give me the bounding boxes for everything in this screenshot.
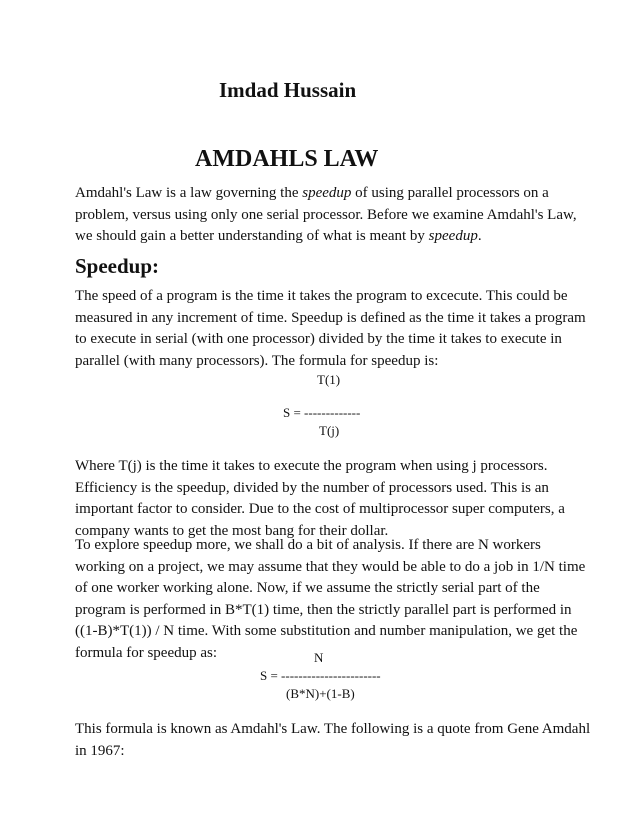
speedup-paragraph <box>75 286 586 372</box>
formula-1-numerator: T(1) <box>317 372 341 387</box>
intro-line-1 <box>75 183 570 205</box>
formula-2-numerator: N <box>314 650 324 665</box>
emphasis-speedup: speedup <box>428 228 478 244</box>
paragraph-line: in 1967: <box>75 742 125 759</box>
author-name: Imdad Hussain <box>219 78 357 102</box>
paragraph-line: ((1-B)*T(1)) / N time. With some substitution and number manipulation, we get the <box>75 623 578 639</box>
paragraph-line: program is performed in B*T(1) time, then the strictly parallel part is performed in <box>75 601 572 618</box>
paragraph-line: working on a project, we may assume that they would be able to do a job in 1/N time <box>75 558 586 575</box>
paragraph-line: of one worker working alone. Now, if we assume the strictly serial part of the <box>75 580 540 596</box>
paragraph-line: to execute in serial (with one processor) divided by the time it takes to execute in <box>75 331 562 347</box>
intro-text: of using parallel processors on a <box>351 185 549 201</box>
formula-1-fraction: S = ------------- <box>283 405 361 420</box>
intro-line-3 <box>75 226 570 248</box>
formula-2-fraction: S = ----------------------- <box>260 668 381 683</box>
paragraph-line: important factor to consider. Due to the cost of multiprocessor super computers, a <box>75 501 565 517</box>
emphasis-speedup: speedup <box>302 185 352 201</box>
explore-paragraph <box>75 535 586 664</box>
paragraph-line: The speed of a program is the time it takes the program to excecute. This could be <box>75 288 568 304</box>
formula-2-denominator: (B*N)+(1-B) <box>286 686 355 701</box>
paragraph-line: measured in any increment of time. Speedup is defined as the time it takes a program <box>75 309 586 326</box>
paragraph-line: Where T(j) is the time it takes to execute the program when using j processors. <box>75 458 548 474</box>
paragraph-line: This formula is known as Amdahl's Law. The following is a quote from Gene Amdahl <box>75 721 591 737</box>
where-paragraph <box>75 456 570 542</box>
closing-paragraph <box>75 719 591 762</box>
document-title: AMDAHLS LAW <box>195 146 379 172</box>
paragraph-line: parallel (with many processors). The formula for speedup is: <box>75 352 439 369</box>
paragraph-line: To explore speedup more, we shall do a bit of analysis. If there are N workers <box>75 537 541 553</box>
section-heading-speedup: Speedup: <box>75 254 160 278</box>
intro-text: . <box>477 228 482 244</box>
paragraph-line: Efficiency is the speedup, divided by the number of processors used. This is an <box>75 479 549 496</box>
intro-paragraph <box>75 183 577 248</box>
paragraph-line: formula for speedup as: <box>75 644 218 661</box>
intro-line-2: problem, versus using only one serial processor. Before we examine Amdahl's Law, <box>75 206 577 223</box>
paragraph-line: company wants to get the most bang for their dollar. <box>75 522 389 539</box>
intro-text: we should gain a better understanding of what is meant by <box>75 228 429 244</box>
intro-text: Amdahl's Law is a law governing the <box>75 185 303 201</box>
formula-1-denominator: T(j) <box>319 423 340 438</box>
